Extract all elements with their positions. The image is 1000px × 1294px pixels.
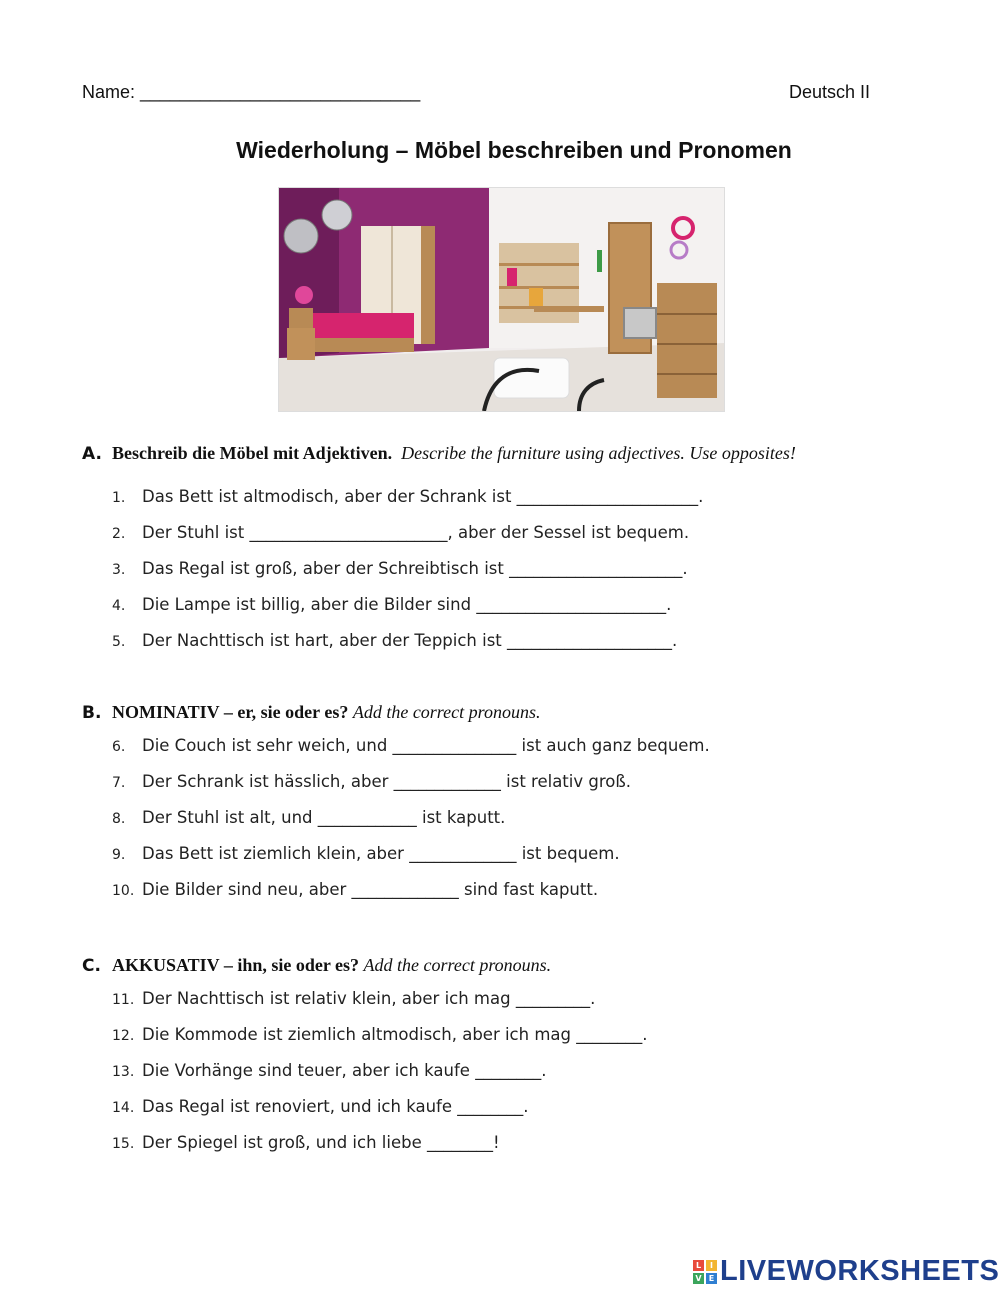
section-translation: Describe the furniture using adjectives. Use opposites!: [401, 443, 796, 463]
item-text: Das Regal ist groß, aber der Schreibtisch ist _____________________.: [142, 559, 688, 578]
exercise-item: [112, 1061, 546, 1080]
item-number: 7.: [112, 775, 126, 791]
item-number: 12.: [112, 1028, 135, 1044]
worksheet-title: Wiederholung – Möbel beschreiben und Pronomen: [236, 137, 792, 163]
exercise-item: [112, 1025, 647, 1044]
section-instruction: Beschreib die Möbel mit Adjektiven.: [112, 443, 393, 463]
section-translation: Add the correct pronouns.: [352, 702, 541, 722]
item-text: Die Vorhänge sind teuer, aber ich kaufe ________.: [142, 1061, 547, 1080]
item-number: 8.: [112, 811, 126, 827]
item-text: Das Bett ist ziemlich klein, aber _____________ ist bequem.: [142, 844, 620, 863]
logo-icon: [693, 1260, 717, 1284]
section-letter: A.: [82, 444, 102, 464]
section-a-heading: [82, 443, 796, 464]
item-number: 4.: [112, 598, 126, 614]
item-text: Die Couch ist sehr weich, und _______________ ist auch ganz bequem.: [142, 736, 710, 755]
item-text: Die Kommode ist ziemlich altmodisch, aber ich mag ________.: [142, 1025, 648, 1044]
section-instruction: AKKUSATIV – ihn, sie oder es?: [112, 955, 360, 975]
exercise-item: [112, 523, 689, 542]
item-number: 9.: [112, 847, 126, 863]
logo-text: LIVEWORKSHEETS: [720, 1255, 1000, 1287]
item-number: 3.: [112, 562, 126, 578]
logo-cell: L: [693, 1260, 704, 1271]
exercise-item: [112, 631, 677, 650]
item-text: Der Stuhl ist ________________________, aber der Sessel ist bequem.: [142, 523, 690, 542]
section-instruction: NOMINATIV – er, sie oder es?: [112, 702, 349, 722]
bedroom-photo: [278, 187, 725, 412]
item-text: Der Spiegel ist groß, und ich liebe ________!: [142, 1133, 500, 1152]
section-b-heading: [82, 702, 540, 723]
item-text: Der Nachttisch ist hart, aber der Teppich ist ____________________.: [142, 631, 678, 650]
item-number: 11.: [112, 992, 135, 1008]
item-number: 14.: [112, 1100, 135, 1116]
item-text: Die Bilder sind neu, aber _____________ sind fast kaputt.: [142, 880, 599, 899]
item-text: Der Nachttisch ist relativ klein, aber ich mag _________.: [142, 989, 596, 1008]
exercise-item: [112, 559, 688, 578]
section-letter: C.: [82, 956, 101, 976]
item-number: 1.: [112, 490, 126, 506]
exercise-item: [112, 772, 631, 791]
logo-cell: V: [693, 1273, 704, 1284]
exercise-item: [112, 844, 620, 863]
exercise-item: [112, 989, 595, 1008]
exercise-item: [112, 487, 703, 506]
item-text: Die Lampe ist billig, aber die Bilder sind _______________________.: [142, 595, 672, 614]
logo-cell: E: [706, 1273, 717, 1284]
item-text: Der Schrank ist hässlich, aber _____________ ist relativ groß.: [142, 772, 631, 791]
exercise-item: [112, 595, 671, 614]
logo-cell: I: [706, 1260, 717, 1271]
item-number: 13.: [112, 1064, 135, 1080]
name-field: Name: ____________________________: [82, 82, 421, 102]
item-number: 2.: [112, 526, 126, 542]
exercise-item: [112, 1133, 500, 1152]
item-number: 10.: [112, 883, 135, 899]
liveworksheets-logo[interactable]: [693, 1255, 999, 1288]
section-letter: B.: [82, 703, 102, 723]
section-translation: Add the correct pronouns.: [363, 955, 552, 975]
exercise-item: [112, 736, 710, 755]
exercise-item: [112, 1097, 529, 1116]
exercise-item: [112, 880, 598, 899]
course-label: Deutsch II: [789, 82, 871, 102]
section-c-heading: [82, 955, 551, 976]
item-text: Das Bett ist altmodisch, aber der Schrank ist ______________________.: [142, 487, 704, 506]
item-number: 5.: [112, 634, 126, 650]
item-text: Das Regal ist renoviert, und ich kaufe ________.: [142, 1097, 529, 1116]
item-text: Der Stuhl ist alt, und ____________ ist kaputt.: [142, 808, 506, 827]
item-number: 6.: [112, 739, 126, 755]
item-number: 15.: [112, 1136, 135, 1152]
exercise-item: [112, 808, 505, 827]
